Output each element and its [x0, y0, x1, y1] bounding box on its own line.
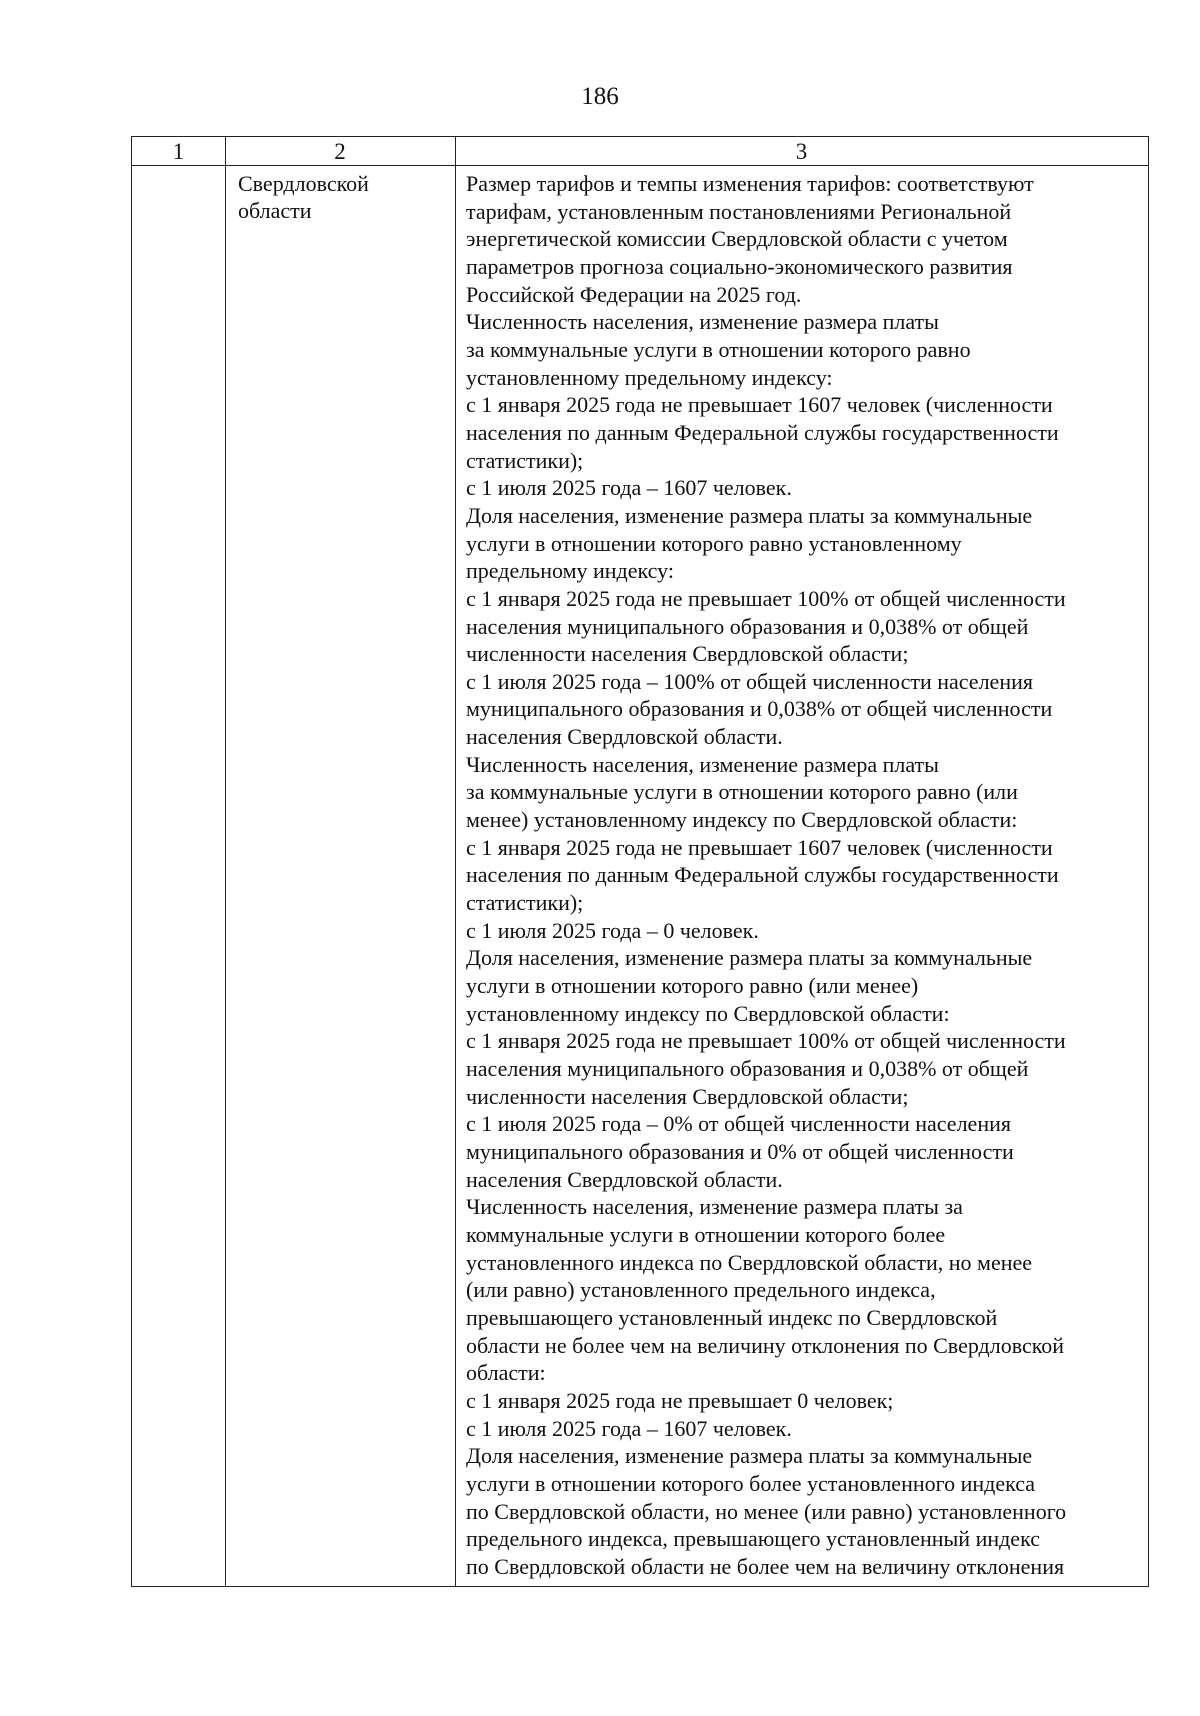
text-line: Численность населения, изменение размера платы — [466, 751, 939, 777]
text-line: населения муниципального образования и 0,038% от общей — [466, 1056, 1029, 1081]
text-line: менее) установленному индексу по Свердловской области: — [466, 807, 1018, 833]
text-line: с 1 июля 2025 года – 1607 человек. — [466, 1415, 792, 1441]
text-line: предельного индекса, превышающего установленный индекс — [466, 1526, 1040, 1552]
text-line: установленного индекса по Свердловской области, но менее — [466, 1249, 1033, 1275]
text-line: установленному индексу по Свердловской области: — [466, 1000, 950, 1026]
text-line: области не более чем на величину отклонения по Свердловской — [466, 1332, 1065, 1358]
text-line: населения муниципального образования и 0,038% от общей — [466, 613, 1029, 639]
text-line: (или равно) установленного предельного индекса, — [466, 1277, 936, 1303]
text-line: по Свердловской области, но менее (или равно) установленного — [466, 1498, 1067, 1524]
text-line: с 1 июля 2025 года – 0% от общей численности населения — [466, 1111, 1011, 1137]
page-number: 186 — [581, 83, 619, 110]
text-line: муниципального образования и 0% от общей численности — [466, 1138, 1014, 1164]
document-table — [131, 136, 1149, 1587]
text-line: с 1 января 2025 года не превышает 1607 человек (численности — [466, 392, 1053, 418]
column-header-2: 2 — [334, 139, 346, 164]
header-divider — [132, 165, 1148, 166]
text-line: населения по данным Федеральной службы государственности — [466, 419, 1059, 445]
text-line: Доля населения, изменение размера платы за коммунальные — [466, 945, 1033, 971]
text-line: предельному индексу: — [466, 558, 674, 584]
column-divider — [455, 137, 456, 1586]
text-line: Численность населения, изменение размера платы за — [466, 1194, 963, 1220]
text-line: за коммунальные услуги в отношении которого равно (или — [466, 779, 1018, 805]
column-header-1: 1 — [172, 139, 185, 164]
text-line: Размер тарифов и темпы изменения тарифов: соответствуют — [466, 171, 1034, 196]
text-line: по Свердловской области не более чем на величину отклонения — [466, 1553, 1065, 1579]
text-line: услуги в отношении которого равно (или менее) — [466, 973, 919, 999]
column-divider — [225, 137, 226, 1586]
text-line: с 1 июля 2025 года – 0 человек. — [466, 917, 759, 943]
text-line: статистики); — [466, 447, 584, 473]
text-line: за коммунальные услуги в отношении которого равно — [466, 336, 971, 362]
text-line: превышающего установленный индекс по Свердловской — [466, 1304, 998, 1330]
text-line: населения Свердловской области. — [466, 1166, 783, 1192]
text-line: численности населения Свердловской области; — [466, 641, 909, 667]
text-line: области: — [466, 1360, 546, 1386]
text-line: тарифам, установленным постановлениями Региональной — [466, 198, 1012, 224]
text-line: Российской Федерации на 2025 год. — [466, 281, 802, 307]
text-line: статистики); — [466, 890, 584, 916]
region-line: области — [238, 198, 312, 224]
column-header-3: 3 — [795, 139, 808, 164]
text-line: численности населения Свердловской области; — [466, 1083, 909, 1109]
text-line: населения по данным Федеральной службы государственности — [466, 862, 1059, 888]
text-line: коммунальные услуги в отношении которого более — [466, 1221, 946, 1247]
text-line: с 1 января 2025 года не превышает 1607 человек (численности — [466, 834, 1053, 860]
text-line: параметров прогноза социально-экономического развития — [466, 253, 1013, 279]
text-line: с 1 января 2025 года не превышает 100% от общей численности — [466, 1028, 1066, 1054]
text-line: с 1 января 2025 года не превышает 0 человек; — [466, 1387, 894, 1413]
text-line: Доля населения, изменение размера платы за коммунальные — [466, 502, 1033, 528]
text-line: муниципального образования и 0,038% от общей численности — [466, 696, 1053, 722]
description-cell — [466, 170, 1146, 1580]
text-line: населения Свердловской области. — [466, 724, 783, 750]
text-line: Доля населения, изменение размера платы за коммунальные — [466, 1443, 1033, 1469]
text-line: услуги в отношении которого равно установленному — [466, 530, 962, 556]
text-line: услуги в отношении которого более установленного индекса — [466, 1470, 1036, 1496]
text-line: с 1 июля 2025 года – 100% от общей численности населения — [466, 668, 1033, 694]
region-line: Свердловской — [238, 171, 369, 196]
text-line: с 1 января 2025 года не превышает 100% от общей численности — [466, 585, 1066, 611]
region-cell — [238, 170, 448, 225]
text-line: энергетической комиссии Свердловской области с учетом — [466, 226, 1008, 252]
text-line: установленному предельному индексу: — [466, 364, 833, 390]
text-line: Численность населения, изменение размера платы — [466, 309, 939, 335]
text-line: с 1 июля 2025 года – 1607 человек. — [466, 475, 792, 501]
